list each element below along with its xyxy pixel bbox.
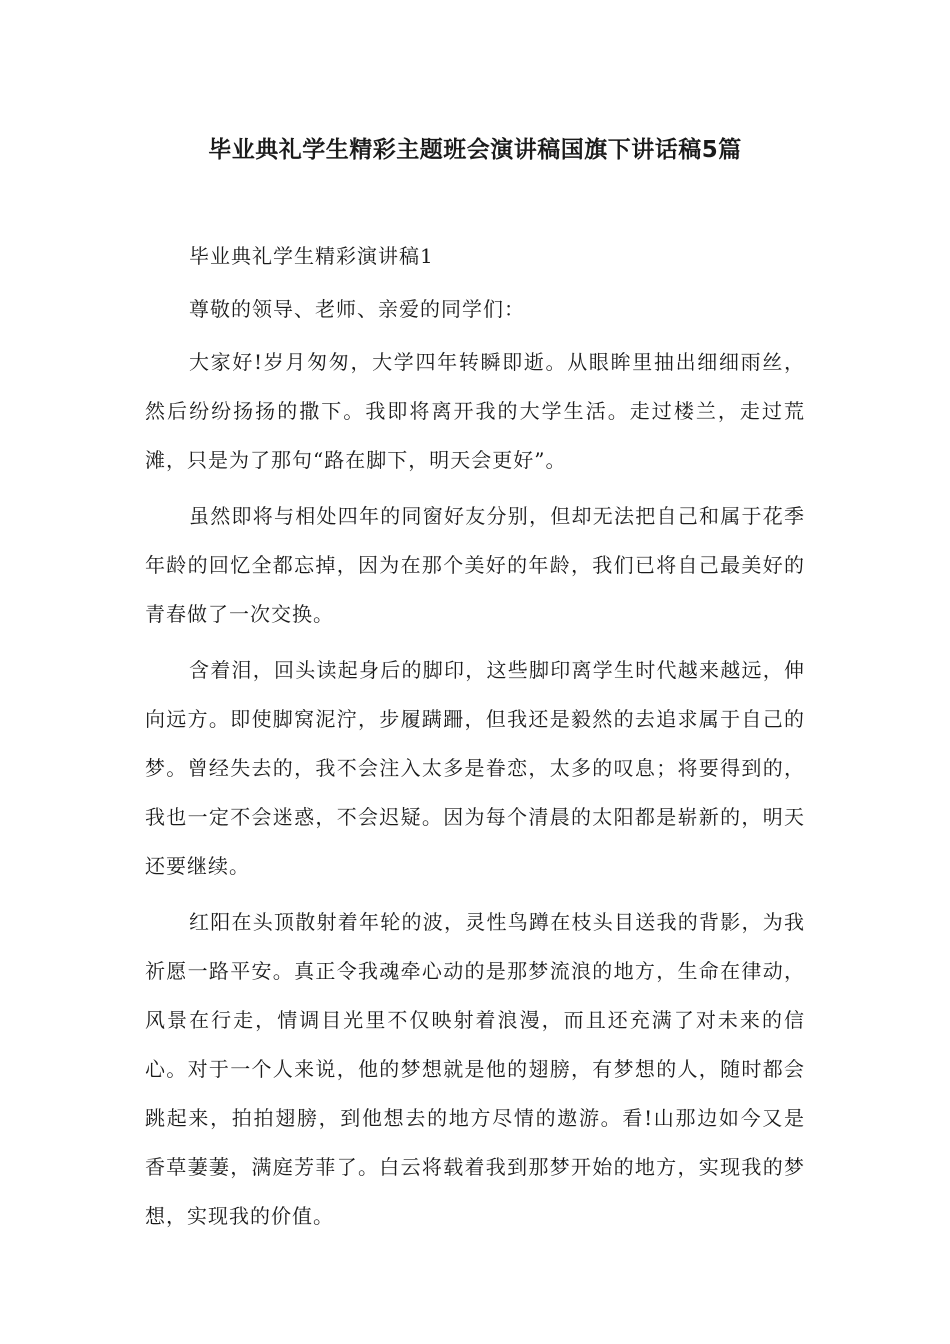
document-title: 毕业典礼学生精彩主题班会演讲稿国旗下讲话稿5篇 xyxy=(208,137,742,163)
paragraph-4: 红阳在头顶散射着年轮的波，灵性鸟蹲在枝头目送我的背影，为我祈愿一路平安。真正令我魂牵心动的是那梦流浪的地方，生命在律动，风景在行走，情调目光里不仅映射着浪漫，而且还充满了对未来的信心。对于一个人来说，他的梦想就是他的翅膀，有梦想的人，随时都会跳起来，拍拍翅膀，到他想去的地方尽情的遨游。看!山那边如今又是香草萋萋，满庭芳菲了。白云将载着我到那梦开始的地方，实现我的梦想，实现我的价值。 xyxy=(145,910,805,1228)
section-heading: 毕业典礼学生精彩演讲稿1 xyxy=(189,244,434,268)
paragraph-3: 含着泪，回头读起身后的脚印，这些脚印离学生时代越来越远，伸向远方。即使脚窝泥泞，步履蹒跚，但我还是毅然的去追求属于自己的梦。曾经失去的，我不会注入太多是眷恋，太多的叹息；将要得到的，我也一定不会迷惑，不会迟疑。因为每个清晨的太阳都是崭新的，明天还要继续。 xyxy=(145,658,805,878)
paragraph-2: 虽然即将与相处四年的同窗好友分别，但却无法把自己和属于花季年龄的回忆全都忘掉，因为在那个美好的年龄，我们已将自己最美好的青春做了一次交换。 xyxy=(145,504,805,626)
document-body xyxy=(145,232,805,1248)
paragraph-1: 大家好!岁月匆匆，大学四年转瞬即逝。从眼眸里抽出细细雨丝，然后纷纷扬扬的撒下。我即将离开我的大学生活。走过楼兰，走过荒滩，只是为了那句“路在脚下，明天会更好”。 xyxy=(145,350,805,472)
salutation: 尊敬的领导、老师、亲爱的同学们： xyxy=(189,297,525,321)
